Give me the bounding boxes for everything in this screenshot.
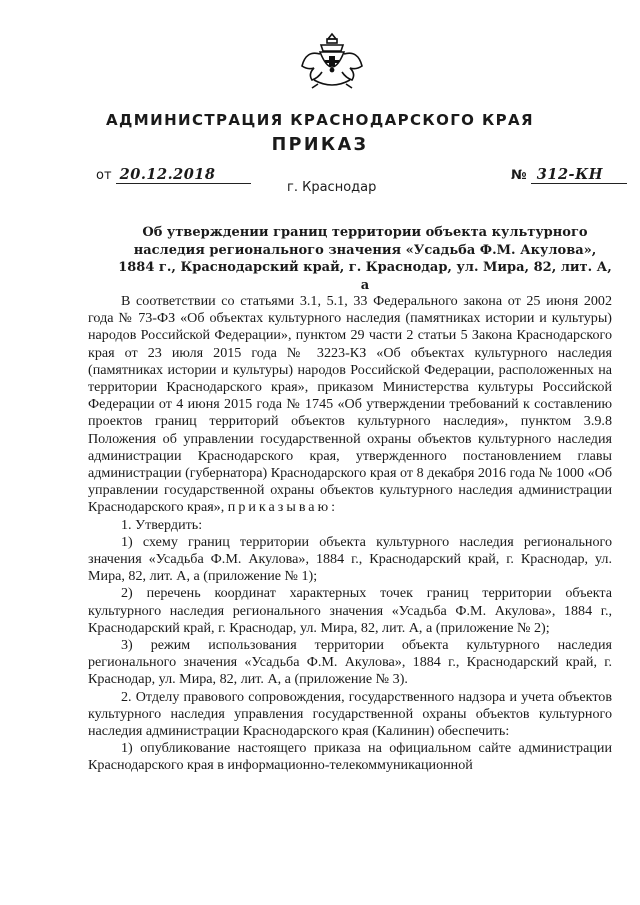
order-number bbox=[511, 166, 627, 184]
paragraph: 2. Отделу правового сопровождения, государственного надзора и учета объектов культурного наследия управления государственной охраны объектов культурного наследия администрации Краснодарского края (Калинин) обеспечить: bbox=[88, 688, 612, 740]
coat-of-arms-icon bbox=[296, 30, 368, 90]
paragraph: 2) перечень координат характерных точек границ территории объекта культурного наследия регионального значения «Усадьба Ф.М. Акулова», 1884 г., Краснодарский край, г. Краснодар, ул. Мира, 82, лит. А, а (приложение № 2); bbox=[88, 585, 612, 636]
organization-name: АДМИНИСТРАЦИЯ КРАСНОДАРСКОГО КРАЯ bbox=[106, 111, 534, 129]
order-phrase: приказываю: bbox=[227, 499, 339, 516]
city-name: г. Краснодар bbox=[287, 180, 377, 195]
number-prefix: № bbox=[511, 168, 527, 183]
number-value: 312-КН bbox=[531, 166, 627, 184]
paragraph: 3) режим использования территории объекта культурного наследия регионального значения «Усадьба Ф.М. Акулова», 1884 г., Краснодарский край, г. Краснодар, ул. Мира, 82, лит. А, а (приложение № 3). bbox=[88, 637, 612, 688]
order-date bbox=[96, 166, 251, 184]
document-type: ПРИКАЗ bbox=[271, 135, 369, 155]
date-prefix: от bbox=[96, 168, 112, 183]
paragraph: 1. Утвердить: bbox=[121, 516, 203, 533]
preamble-paragraph bbox=[88, 293, 612, 517]
paragraph: 1) схему границ территории объекта культурного наследия регионального значения «Усадьба Ф.М. Акулова», 1884 г., Краснодарский край, г. Краснодар, ул. Мира, 82, лит. А, а (приложение № 1); bbox=[88, 533, 612, 585]
preamble-text: В соответствии со статьями 3.1, 5.1, 33 Федерального закона от 25 июня 2002 года № 73-ФЗ «Об объектах культурного наследия (памятниках истории и культуры) народов Российской Федерации», пунктом 29 части 2 статьи 5 Закона Краснодарского края от 23 июля 2015 года № 3223-КЗ «Об объектах культурного наследия (памятниках истории и культуры) народов Российской Федерации, расположенных на территории Краснодарского края», приказом Министерства культуры Российской Федерации от 4 июня 2015 года № 1745 «Об утверждении требований к составлению проектов границ территорий объектов культурного наследия», пунктом 3.9.8 Положения об управлении государственной охраны объектов культурного наследия администрации Краснодарского края, утвержденного постановлением главы администрации (губернатора) Краснодарского края от 8 декабря 2016 года № 1000 «Об управлении государственной охраны объектов культурного наследия администрации Краснодарского края», bbox=[88, 293, 612, 516]
document-body bbox=[88, 293, 612, 775]
paragraph: 1) опубликование настоящего приказа на официальном сайте администрации Краснодарского края в информационно-телекоммуникационной bbox=[88, 740, 612, 774]
document-title: Об утверждении границ территории объекта культурного наследия регионального значения «Усадьба Ф.М. Акулова», 1884 г., Краснодарский край, г. Краснодар, ул. Мира, 82, лит. А, а bbox=[118, 225, 612, 293]
date-value: 20.12.2018 bbox=[116, 166, 252, 184]
